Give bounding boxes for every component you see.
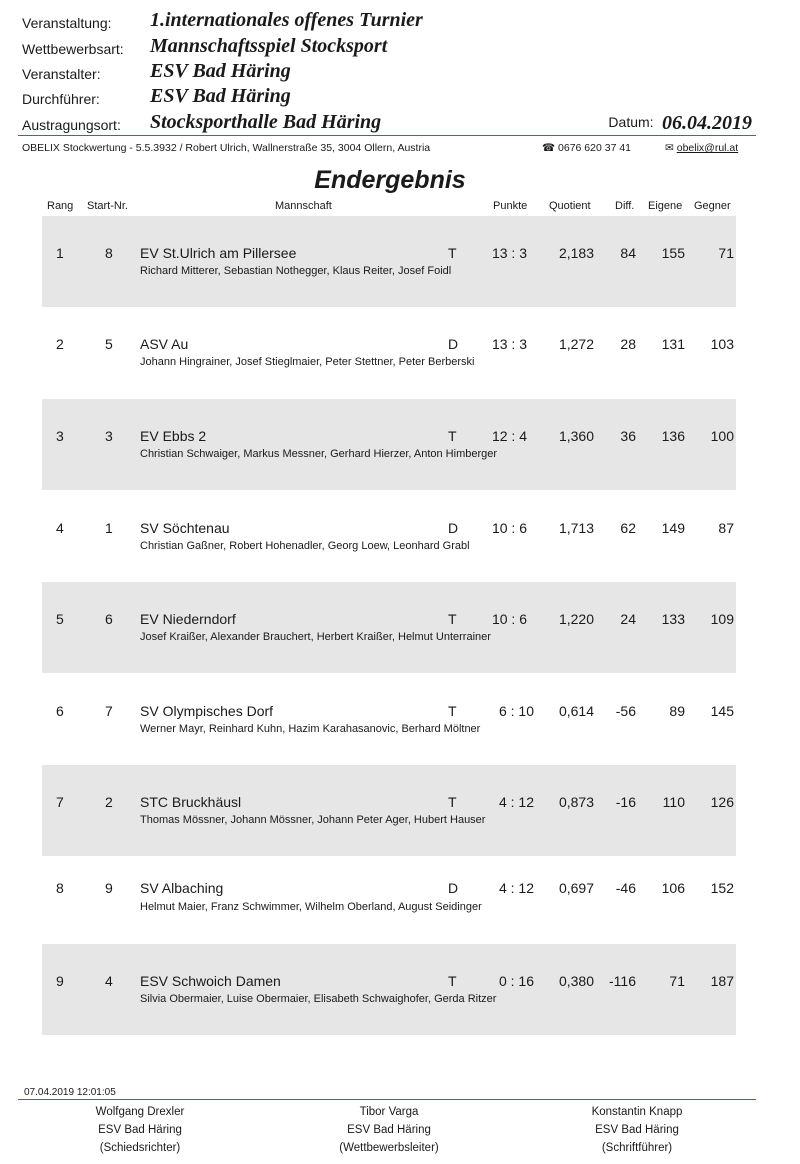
team-name-cell: EV Niederndorf xyxy=(140,611,236,627)
points-cell: 6 : 10 xyxy=(498,703,534,719)
rank-cell: 2 xyxy=(56,336,64,352)
phone-number: 0676 620 37 41 xyxy=(558,142,632,154)
col-mannschaft: Mannschaft xyxy=(275,200,332,212)
diff-cell: -16 xyxy=(615,794,636,810)
opponent-score-cell: 100 xyxy=(710,428,734,444)
diff-cell: -46 xyxy=(615,880,636,896)
quotient-cell: 1,713 xyxy=(558,520,594,536)
own-score-cell: 110 xyxy=(662,794,685,810)
team-code-cell: T xyxy=(448,428,457,444)
start-number-cell: 1 xyxy=(105,520,113,536)
header-value: Mannschaftsspiel Stocksport xyxy=(150,35,388,57)
start-number-cell: 6 xyxy=(105,611,113,627)
header-value: 1.internationales offenes Turnier xyxy=(150,9,423,31)
own-score-cell: 155 xyxy=(661,245,685,261)
info-line xyxy=(22,142,757,156)
team-members: Helmut Maier, Franz Schwimmer, Wilhelm Oberland, August Seidinger xyxy=(140,901,482,913)
header-row-durchfuehrer xyxy=(22,84,762,110)
email-contact xyxy=(665,142,738,154)
diff-cell: -56 xyxy=(615,703,636,719)
team-members: Christian Schwaiger, Markus Messner, Gerhard Hierzer, Anton Himberger xyxy=(140,448,498,460)
team-code-cell: T xyxy=(448,611,457,627)
signatory-name: Wolfgang Drexler xyxy=(95,1106,185,1118)
team-members: Thomas Mössner, Johann Mössner, Johann Peter Ager, Hubert Hauser xyxy=(140,814,486,826)
email-link[interactable]: obelix@rul.at xyxy=(676,142,739,154)
rank-cell: 1 xyxy=(56,245,64,261)
team-name-cell: SV Albaching xyxy=(140,880,224,896)
own-score-cell: 89 xyxy=(669,703,685,719)
team-code-cell: D xyxy=(448,336,459,352)
program-info: OBELIX Stockwertung - 5.5.3932 / Robert Ulrich, Wallnerstraße 35, 3004 Ollern, Austria xyxy=(22,142,431,154)
points-cell: 4 : 12 xyxy=(498,880,534,896)
col-start-nr: Start-Nr. xyxy=(87,200,128,212)
signatory-club: ESV Bad Häring xyxy=(347,1124,431,1136)
points-cell: 10 : 6 xyxy=(491,611,527,627)
diff-cell: 36 xyxy=(620,428,636,444)
team-code-cell: T xyxy=(448,794,457,810)
header-label: Veranstaltung: xyxy=(22,15,112,31)
start-number-cell: 7 xyxy=(105,703,113,719)
header-value: ESV Bad Häring xyxy=(150,85,291,107)
quotient-cell: 0,614 xyxy=(558,703,594,719)
phone-contact xyxy=(542,142,631,154)
team-name-cell: ESV Schwoich Damen xyxy=(140,973,281,989)
rank-cell: 5 xyxy=(56,611,64,627)
own-score-cell: 131 xyxy=(661,336,685,352)
start-number-cell: 2 xyxy=(105,794,113,810)
table-row xyxy=(42,853,736,944)
col-gegner: Gegner xyxy=(694,200,731,212)
team-members: Richard Mitterer, Sebastian Nothegger, Klaus Reiter, Josef Foidl xyxy=(140,265,452,277)
table-row xyxy=(42,216,736,307)
own-score-cell: 136 xyxy=(661,428,685,444)
phone-icon: ☎ xyxy=(542,142,556,154)
header-label: Austragungsort: xyxy=(22,117,121,133)
diff-cell: 28 xyxy=(620,336,636,352)
envelope-icon: ✉ xyxy=(665,142,674,154)
points-cell: 12 : 4 xyxy=(491,428,527,444)
quotient-cell: 1,360 xyxy=(558,428,594,444)
col-eigene: Eigene xyxy=(648,200,683,212)
opponent-score-cell: 71 xyxy=(718,245,734,261)
table-row xyxy=(42,674,736,765)
header-divider xyxy=(18,135,756,136)
header-row-veranstalter xyxy=(22,59,762,85)
diff-cell: 24 xyxy=(620,611,636,627)
team-code-cell: T xyxy=(448,245,457,261)
own-score-cell: 106 xyxy=(661,880,685,896)
diff-cell: -116 xyxy=(609,973,636,989)
points-cell: 0 : 16 xyxy=(498,973,534,989)
team-name-cell: STC Bruckhäusl xyxy=(140,794,242,810)
team-code-cell: T xyxy=(448,703,457,719)
signatory-club: ESV Bad Häring xyxy=(98,1124,182,1136)
opponent-score-cell: 126 xyxy=(710,794,734,810)
table-row xyxy=(42,491,736,582)
table-row xyxy=(42,399,736,490)
table-row xyxy=(42,765,736,856)
team-name-cell: SV Olympisches Dorf xyxy=(140,703,274,719)
opponent-score-cell: 187 xyxy=(710,973,734,989)
points-cell: 13 : 3 xyxy=(491,245,527,261)
start-number-cell: 9 xyxy=(105,880,113,896)
own-score-cell: 71 xyxy=(669,973,685,989)
own-score-cell: 133 xyxy=(661,611,685,627)
points-cell: 10 : 6 xyxy=(491,520,527,536)
quotient-cell: 2,183 xyxy=(558,245,594,261)
header-row-wettbewerbsart xyxy=(22,34,762,60)
page-title: Endergebnis xyxy=(314,166,466,194)
print-timestamp: 07.04.2019 12:01:05 xyxy=(24,1087,116,1098)
quotient-cell: 0,380 xyxy=(558,973,594,989)
signature-block xyxy=(289,1103,489,1157)
date-value: 06.04.2019 xyxy=(662,112,752,134)
date-field xyxy=(608,112,752,135)
opponent-score-cell: 103 xyxy=(710,336,734,352)
team-name-cell: EV Ebbs 2 xyxy=(140,428,207,444)
header-row-veranstaltung xyxy=(22,8,762,34)
col-diff: Diff. xyxy=(615,200,635,212)
opponent-score-cell: 152 xyxy=(710,880,734,896)
header-value: ESV Bad Häring xyxy=(150,60,291,82)
team-name-cell: ASV Au xyxy=(140,336,189,352)
footer-divider xyxy=(18,1099,756,1100)
signatory-name: Tibor Varga xyxy=(359,1106,419,1118)
col-punkte: Punkte xyxy=(493,200,528,212)
quotient-cell: 1,272 xyxy=(558,336,594,352)
table-row xyxy=(42,944,736,1035)
points-cell: 4 : 12 xyxy=(498,794,534,810)
rank-cell: 7 xyxy=(56,794,64,810)
start-number-cell: 4 xyxy=(105,973,113,989)
diff-cell: 62 xyxy=(620,520,636,536)
diff-cell: 84 xyxy=(620,245,636,261)
signature-block xyxy=(40,1103,240,1157)
header-value: Stocksporthalle Bad Häring xyxy=(150,111,382,133)
signatory-club: ESV Bad Häring xyxy=(595,1124,679,1136)
rank-cell: 4 xyxy=(56,520,64,536)
header-label: Veranstalter: xyxy=(22,66,101,82)
rank-cell: 8 xyxy=(56,880,64,896)
signatory-role: (Schriftführer) xyxy=(601,1142,673,1154)
team-members: Silvia Obermaier, Luise Obermaier, Elisabeth Schwaighofer, Gerda Ritzer xyxy=(140,993,497,1005)
team-name-cell: EV St.Ulrich am Pillersee xyxy=(140,245,297,261)
signatory-role: (Wettbewerbsleiter) xyxy=(339,1142,439,1154)
own-score-cell: 149 xyxy=(661,520,685,536)
rank-cell: 6 xyxy=(56,703,64,719)
start-number-cell: 3 xyxy=(105,428,113,444)
opponent-score-cell: 109 xyxy=(710,611,734,627)
header-label: Durchführer: xyxy=(22,91,100,107)
signature-block xyxy=(537,1103,737,1157)
opponent-score-cell: 145 xyxy=(710,703,734,719)
quotient-cell: 1,220 xyxy=(558,611,594,627)
team-code-cell: D xyxy=(448,520,459,536)
col-rang: Rang xyxy=(47,200,74,212)
table-row xyxy=(42,582,736,673)
signatory-name: Konstantin Knapp xyxy=(591,1106,683,1118)
team-code-cell: D xyxy=(448,880,459,896)
points-cell: 13 : 3 xyxy=(491,336,527,352)
team-code-cell: T xyxy=(448,973,457,989)
team-members: Christian Gaßner, Robert Hohenadler, Georg Loew, Leonhard Grabl xyxy=(140,540,470,552)
opponent-score-cell: 87 xyxy=(718,520,734,536)
col-quotient: Quotient xyxy=(549,200,591,212)
team-members: Josef Kraißer, Alexander Brauchert, Herbert Kraißer, Helmut Unterrainer xyxy=(140,631,491,643)
team-members: Johann Hingrainer, Josef Stieglmaier, Peter Stettner, Peter Berberski xyxy=(140,356,475,368)
header-label: Wettbewerbsart: xyxy=(22,41,124,57)
rank-cell: 9 xyxy=(56,973,64,989)
date-label: Datum: xyxy=(608,114,654,130)
signatory-role: (Schiedsrichter) xyxy=(99,1142,181,1154)
team-name-cell: SV Söchtenau xyxy=(140,520,230,536)
quotient-cell: 0,873 xyxy=(558,794,594,810)
table-row xyxy=(42,307,736,398)
start-number-cell: 8 xyxy=(105,245,113,261)
rank-cell: 3 xyxy=(56,428,64,444)
quotient-cell: 0,697 xyxy=(558,880,594,896)
team-members: Werner Mayr, Reinhard Kuhn, Hazim Karahasanovic, Berhard Möltner xyxy=(140,723,481,735)
start-number-cell: 5 xyxy=(105,336,113,352)
